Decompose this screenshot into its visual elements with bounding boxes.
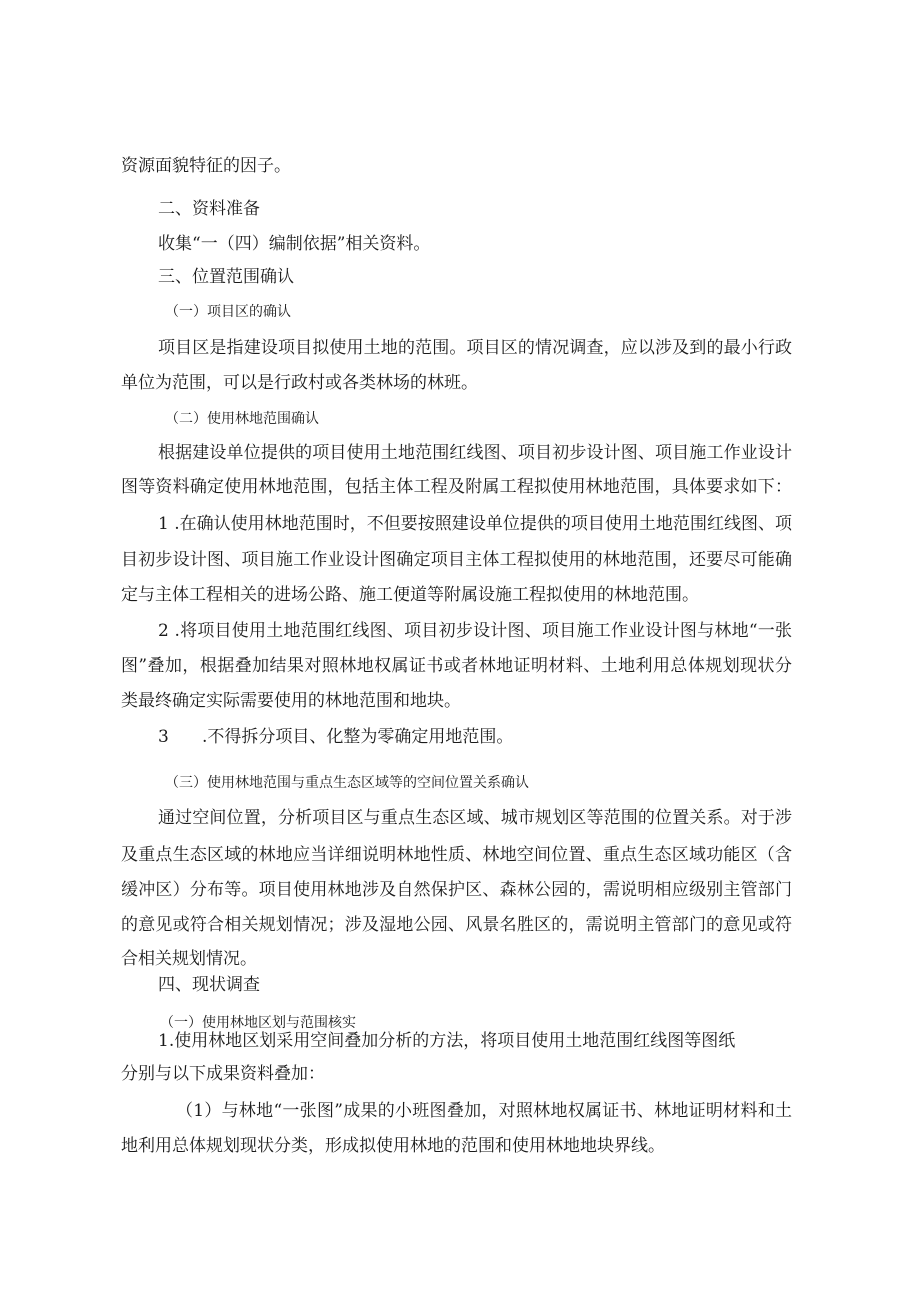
subsection-heading-3-1: （一）项目区的确认 [165,304,291,320]
list-item-2-line: 2 .将项目使用土地范围红线图、项目初步设计图、项目施工作业设计图与林地“一张 [158,621,792,641]
subsection-heading-3-2: （二）使用林地范围确认 [165,411,319,427]
paragraph-4-1-line: 分别与以下成果资料叠加： [121,1064,325,1084]
list-item-2-line: 类最终确定实际需要使用的林地范围和地块。 [121,691,461,711]
list-item-2-line: 图”叠加，根据叠加结果对照林地权属证书或者林地证明材料、土地利用总体规划现状分 [121,656,792,676]
section-heading-3: 三、位置范围确认 [158,267,294,287]
sub-item-4-1-1-line: （1）与林地“一张图”成果的小班图叠加，对照林地权属证书、林地证明材料和土 [176,1101,792,1121]
subsection-heading-4-1: （一）使用林地区划与范围核实 [160,1015,356,1031]
sub-item-4-1-1-line: 地利用总体规划现状分类，形成拟使用林地的范围和使用林地地块界线。 [121,1136,665,1156]
paragraph-3-3-line: 的意见或符合相关规划情况；涉及湿地公园、风景名胜区的，需说明主管部门的意见或符 [121,915,792,935]
paragraph-3-2-line: 图等资料确定使用林地范围，包括主体工程及附属工程拟使用林地范围，具体要求如下： [121,477,792,497]
paragraph-3-1-line: 单位为范围，可以是行政村或各类林场的林班。 [121,373,478,393]
paragraph-data-prep: 收集“一（四）编制依据”相关资料。 [158,234,431,254]
list-item-1-line: 定与主体工程相关的进场公路、施工便道等附属设施工程拟使用的林地范围。 [121,585,699,605]
list-item-3-text: .不得拆分项目、化整为零确定用地范围。 [202,727,514,747]
paragraph-3-2-line: 根据建设单位提供的项目使用土地范围红线图、项目初步设计图、项目施工作业设计 [158,443,792,463]
subsection-heading-3-3: （三）使用林地范围与重点生态区域等的空间位置关系确认 [165,775,529,791]
section-heading-4: 四、现状调查 [158,975,260,995]
paragraph-3-3-line: 及重点生态区域的林地应当详细说明林地性质、林地空间位置、重点生态区域功能区（含 [121,845,792,865]
list-item-3-number: 3 [158,727,169,747]
list-item-1-line: 目初步设计图、项目施工作业设计图确定项目主体工程拟使用的林地范围，还要尽可能确 [121,550,792,570]
paragraph-4-1-line: 1.使用林地区划采用空间叠加分析的方法，将项目使用土地范围红线图等图纸 [158,1031,736,1051]
paragraph-3-3-line: 合相关规划情况。 [121,949,257,969]
paragraph-3-1-line: 项目区是指建设项目拟使用土地的范围。项目区的情况调查，应以涉及到的最小行政 [158,338,792,358]
paragraph-intro-line: 资源面貌特征的因子。 [121,156,291,176]
paragraph-3-3-line: 通过空间位置，分析项目区与重点生态区域、城市规划区等范围的位置关系。对于涉 [158,808,792,828]
section-heading-2: 二、资料准备 [158,199,260,219]
paragraph-3-3-line: 缓冲区）分布等。项目使用林地涉及自然保护区、森林公园的，需说明相应级别主管部门 [121,880,792,900]
list-item-1-line: 1 .在确认使用林地范围时，不但要按照建设单位提供的项目使用土地范围红线图、项 [158,514,792,534]
